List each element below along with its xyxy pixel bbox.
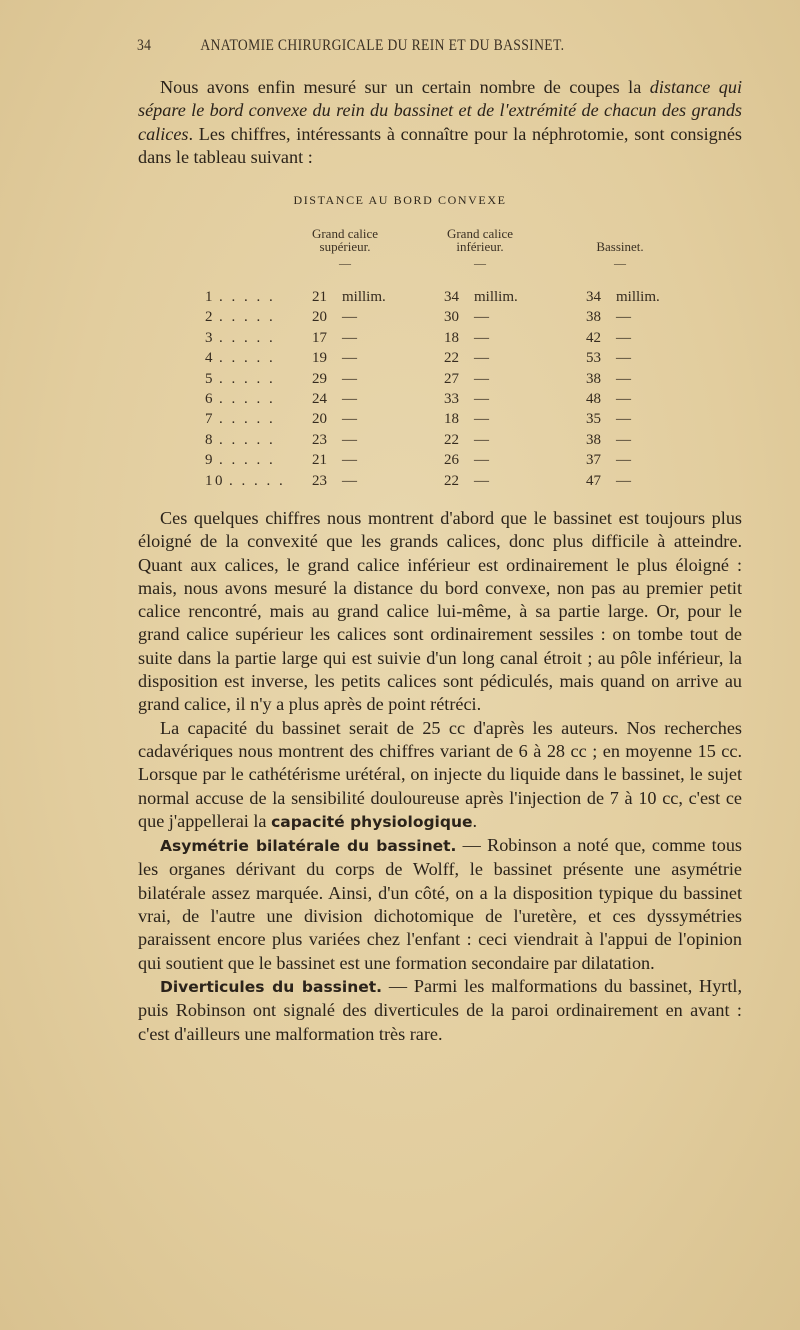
ditto-dash: — [616,329,631,346]
cell-value: 38 [586,370,601,387]
running-head [137,37,612,55]
leader-dots: . . . . . [219,370,276,387]
ditto-dash: — [474,452,489,469]
cell-value: 48 [586,391,601,407]
column-header-pelvis [570,240,670,270]
table-cell [444,473,489,490]
cell-value: 30 [444,309,459,326]
paragraph-1: Ces quelques chiffres nous montrent d'abord que le bassinet est toujours plus éloigné de la convexité que les grands calices, donc plus difficile à atteindre. Quant aux calices, le grand calice inférieur est ordinairement le plus éloigné : mais, nous avons mesuré la distance du bord convexe, non pas au premier petit calice rencontré, mais au grand calice lui-même, à sa partie large. Or, pour le grand calice supérieur les calices sont ordinairement sessiles : on tombe tout de suite dans la partie large qui est suivie d'un long canal étroit ; au pôle inférieur, la disposition est inverse, les petits calices sont pédiculés, mais quand on arrive au grand calice, il n'y a plus après de point rétréci. [138,508,742,715]
cell-value: 37 [586,452,601,469]
ditto-dash: — [342,472,357,489]
table-cell [444,330,489,347]
cell-value: 33 [444,391,459,407]
cell-value: 21 [312,452,327,469]
ditto-dash: — [474,350,489,367]
column-header-line: Grand calice [311,226,379,241]
row-number [205,473,295,490]
row-number-label: 3 [205,329,215,346]
table-cell [444,432,489,449]
cell-value: 18 [444,411,459,428]
table-cell [444,391,489,408]
ditto-dash: — [474,370,489,387]
cell-value: 47 [586,472,601,489]
table-cell [586,289,660,306]
intro-paragraph [138,76,742,169]
table-cell [444,371,489,388]
table-row [0,371,800,390]
table-cell [586,309,631,326]
term-physiological-capacity: capacité physiologique [271,812,473,831]
ditto-dash: — [342,329,357,346]
table-cell [586,350,631,367]
row-number [205,371,295,388]
row-number-label: 1 [205,289,215,305]
ditto-dash: — [616,370,631,387]
leader-dots: . . . . . [219,411,276,428]
cell-value: 18 [444,329,459,346]
paragraph-3 [138,834,742,975]
row-number-label: 2 [205,309,215,326]
table-row [0,452,800,471]
cell-value: 20 [312,309,327,326]
cell-value: 35 [586,411,601,428]
table-cell [586,330,631,347]
cell-value: 22 [444,472,459,489]
ditto-dash: — [474,329,489,346]
cell-unit: millim. [342,289,386,305]
table-cell [444,411,489,428]
table-row [0,432,800,451]
row-number [205,411,295,428]
column-header-lower-calyx [425,227,535,270]
row-number [205,289,295,306]
table-cell [444,350,489,367]
row-number-label: 8 [205,431,215,448]
table-cell [312,391,357,408]
paragraph-2 [138,717,742,834]
table-cell [312,330,357,347]
column-header-dash: — [339,256,351,270]
cell-value: 20 [312,411,327,428]
cell-value: 34 [444,289,459,305]
ditto-dash: — [342,370,357,387]
paragraph-2-end: . [472,810,478,831]
heading-diverticula: Diverticules du bassinet. [160,977,383,996]
column-header-dash: — [474,256,486,270]
leader-dots: . . . . . [219,329,276,346]
table-cell [586,452,631,469]
cell-unit: millim. [474,289,518,305]
paragraph-4-text: — Parmi les malformations du bassinet, Hyrtl, puis Robinson ont signalé des diverticules de la paroi ordinairement en avant : c'est d'ailleurs une malformation très rare. [138,975,742,1044]
ditto-dash: — [342,350,357,367]
body-text [138,507,742,1046]
paragraph-2-text: La capacité du bassinet serait de 25 cc d'après les auteurs. Nos recherches cadavériques nous montrent des chiffres variant de 6 à 28 cc ; en moyenne 15 cc. Lorsque par le cathétérisme urétéral, on injecte du liquide dans le bassinet, le sujet normal accuse de la sensibilité douloureuse après l'injection de 7 à 10 cc, c'est ce que j'appellerai la [138,717,742,831]
cell-value: 23 [312,431,327,448]
leader-dots: . . . . . [219,431,276,448]
table-cell [444,289,518,306]
column-header-line: Grand calice [446,226,514,241]
table-cell [312,473,357,490]
leader-dots: . . . . . [219,309,276,326]
table-row [0,411,800,430]
cell-value: 21 [312,289,327,305]
leader-dots: . . . . . [229,472,286,489]
cell-value: 53 [586,350,601,367]
intro-text: Nous avons enfin mesuré sur un certain nombre de coupes la [160,77,650,97]
ditto-dash: — [342,411,357,428]
table-cell [586,473,631,490]
running-title: ANATOMIE CHIRURGICALE DU REIN ET DU BASSINET. [200,37,565,54]
ditto-dash: — [342,391,357,407]
cell-value: 27 [444,370,459,387]
ditto-dash: — [474,472,489,489]
table-title: DISTANCE AU BORD CONVEXE [293,193,507,207]
leader-dots: . . . . . [219,391,276,407]
ditto-dash: — [616,431,631,448]
table-cell [444,309,489,326]
ditto-dash: — [474,431,489,448]
table-cell [586,391,631,408]
table-cell [312,411,357,428]
table-row [0,473,800,492]
table-cell [312,371,357,388]
ditto-dash: — [474,309,489,326]
cell-value: 22 [444,431,459,448]
cell-value: 29 [312,370,327,387]
row-number-label: 10 [205,472,225,489]
heading-asymmetry: Asymétrie bilatérale du bassinet. [160,837,457,856]
table-cell [586,411,631,428]
ditto-dash: — [616,350,631,367]
row-number [205,350,295,367]
paragraph-3-text: — Robinson a noté que, comme tous les organes dérivant du corps de Wolff, le bassinet présente une asymétrie bilatérale assez marquée. Ainsi, d'un côté, on a la disposition typique du bassinet vrai, de l'autre une division dichotomique de l'uretère, et ces dyssymétries paraissent encore plus variées chez l'enfant : ceci viendrait à l'appui de l'opinion qui soutient que le bassinet est une formation secondaire par dilatation. [138,835,742,973]
ditto-dash: — [342,452,357,469]
row-number-label: 5 [205,370,215,387]
leader-dots: . . . . . [219,350,276,367]
cell-value: 26 [444,452,459,469]
cell-unit: millim. [616,289,660,305]
ditto-dash: — [474,411,489,428]
column-header-upper-calyx [290,227,400,270]
cell-value: 24 [312,391,327,407]
ditto-dash: — [342,309,357,326]
table-row [0,330,800,349]
cell-value: 38 [586,309,601,326]
column-header-line: supérieur. [319,239,371,254]
table-cell [444,452,489,469]
ditto-dash: — [474,391,489,407]
intro-text-end: . Les chiffres, intéressants à connaître pour la néphrotomie, sont consignés dans le tableau suivant : [138,123,742,167]
table-cell [312,432,357,449]
row-number [205,432,295,449]
row-number-label: 9 [205,452,215,469]
cell-value: 23 [312,472,327,489]
ditto-dash: — [616,309,631,326]
table-cell [586,371,631,388]
cell-value: 42 [586,329,601,346]
row-number [205,309,295,326]
column-header-dash: — [614,256,626,270]
leader-dots: . . . . . [219,452,276,469]
ditto-dash: — [616,452,631,469]
table-cell [312,452,357,469]
row-number [205,391,295,408]
table-cell [312,289,386,306]
table-cell [586,432,631,449]
row-number-label: 4 [205,350,215,367]
row-number-label: 7 [205,411,215,428]
cell-value: 22 [444,350,459,367]
table-row [0,350,800,369]
cell-value: 17 [312,329,327,346]
page-number: 34 [137,37,152,54]
cell-value: 38 [586,431,601,448]
table-row [0,391,800,410]
table-row [0,309,800,328]
ditto-dash: — [616,472,631,489]
cell-value: 34 [586,289,601,305]
table-cell [312,309,357,326]
column-header-line: Bassinet. [596,239,644,254]
table-cell [312,350,357,367]
cell-value: 19 [312,350,327,367]
paragraph-4 [138,975,742,1046]
leader-dots: . . . . . [219,289,276,305]
ditto-dash: — [616,411,631,428]
column-header-line: inférieur. [456,239,504,254]
row-number [205,452,295,469]
row-number [205,330,295,347]
ditto-dash: — [342,431,357,448]
ditto-dash: — [616,391,631,407]
intro-italic-text: distance qui sépare le bord convexe du rein du bassinet et de l'extrémité de chacun des grands calices [138,77,743,144]
table-row [0,289,800,308]
row-number-label: 6 [205,391,215,407]
